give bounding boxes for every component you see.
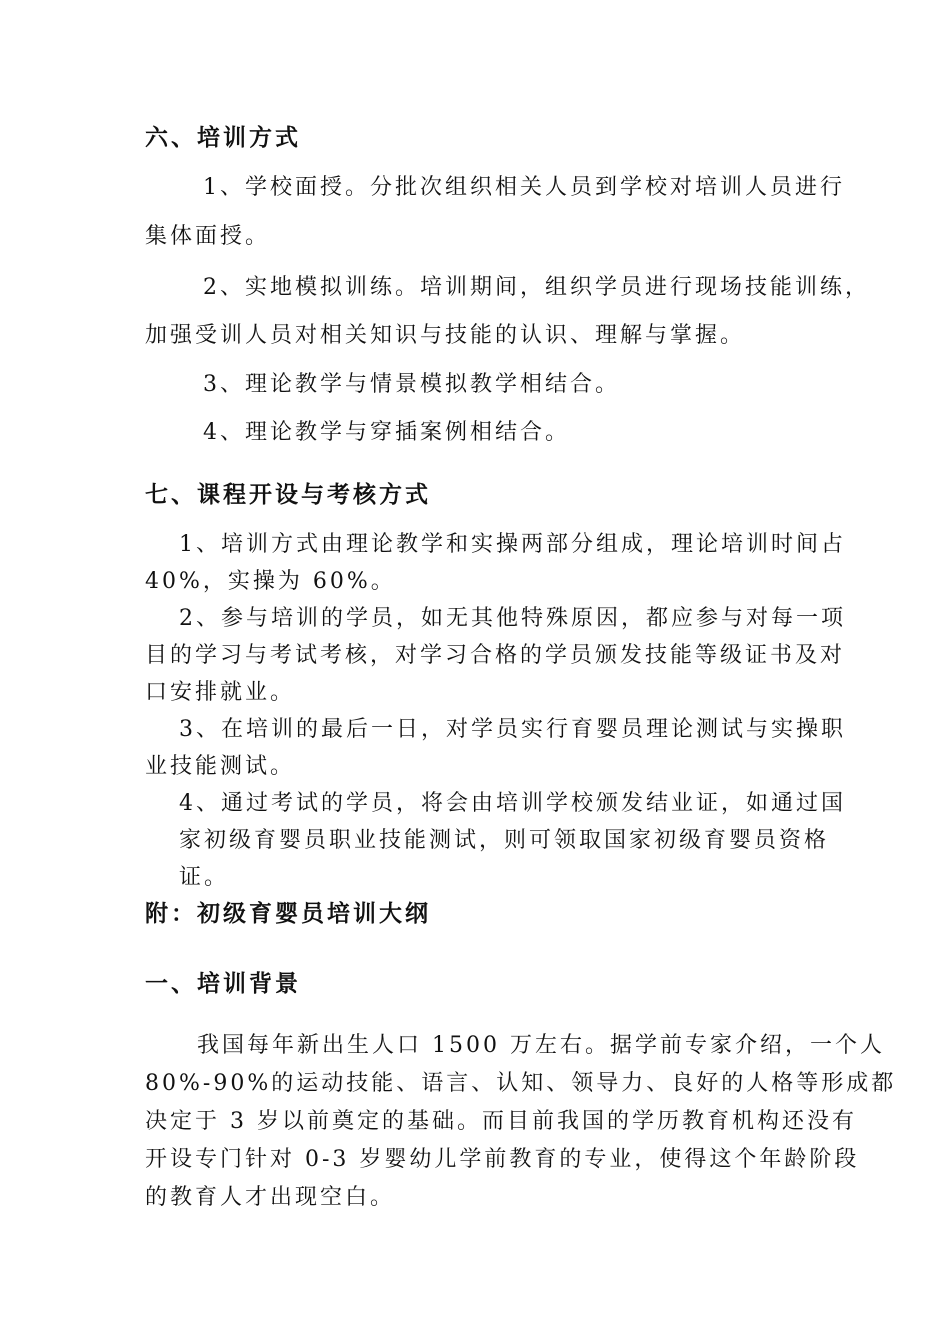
section1-para-line2: 80%-90%的运动技能、语言、认知、领导力、良好的人格等形成都 (145, 1071, 897, 1096)
section7-item2-line3: 口安排就业。 (145, 680, 296, 705)
section1-para-line1: 我国每年新出生人口 1500 万左右。据学前专家介绍，一个人 (197, 1033, 885, 1058)
section1-para-line4: 开设专门针对 0-3 岁婴幼儿学前教育的专业，使得这个年龄阶段 (145, 1147, 860, 1172)
section6-item2-line1: 2、实地模拟训练。培训期间，组织学员进行现场技能训练， (203, 275, 870, 300)
section7-item2-line2: 目的学习与考试考核，对学习合格的学员颁发技能等级证书及对 (145, 643, 846, 668)
section1-para-line5: 的教育人才出现空白。 (145, 1185, 396, 1210)
section7-item4-line1: 4、通过考试的学员，将会由培训学校颁发结业证，如通过国 (179, 791, 846, 816)
appendix-title: 附：初级育婴员培训大纲 (145, 901, 431, 927)
section7-item4-line2: 家初级育婴员职业技能测试，则可领取国家初级育婴员资格 (179, 828, 830, 853)
section6-item3: 3、理论教学与情景模拟教学相结合。 (203, 372, 620, 397)
section6-item1-line1: 1、学校面授。分批次组织相关人员到学校对培训人员进行 (203, 175, 845, 200)
section7-item1-line1: 1、培训方式由理论教学和实操两部分组成，理论培训时间占 (179, 532, 846, 557)
section1-heading: 一、培训背景 (145, 971, 301, 997)
section7-item2-line1: 2、参与培训的学员，如无其他特殊原因，都应参与对每一项 (179, 606, 846, 631)
section7-item4-line3: 证。 (179, 865, 230, 890)
section7-item3-line1: 3、在培训的最后一日，对学员实行育婴员理论测试与实操职 (179, 717, 846, 742)
section6-item1-line2: 集体面授。 (145, 224, 271, 249)
section7-heading: 七、课程开设与考核方式 (145, 482, 431, 508)
section7-item3-line2: 业技能测试。 (145, 754, 296, 779)
section6-heading: 六、培训方式 (145, 125, 301, 151)
section1-para-line3: 决定于 3 岁以前奠定的基础。而目前我国的学历教育机构还没有 (145, 1109, 857, 1134)
section6-item4: 4、理论教学与穿插案例相结合。 (203, 420, 570, 445)
section7-item1-line2: 40%，实操为 60%。 (145, 569, 396, 594)
section6-item2-line2: 加强受训人员对相关知识与技能的认识、理解与掌握。 (145, 323, 746, 348)
